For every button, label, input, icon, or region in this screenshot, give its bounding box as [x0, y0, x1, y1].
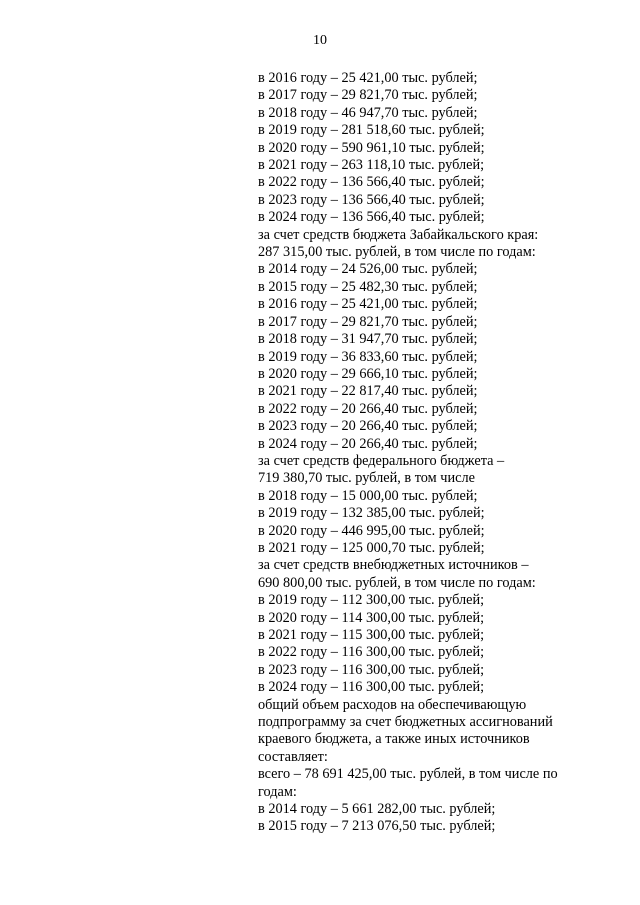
text-line: в 2024 году – 116 300,00 тыс. рублей; — [258, 679, 485, 696]
text-line: краевого бюджета, а также иных источников — [258, 731, 530, 748]
text-line: за счет средств федерального бюджета – — [258, 452, 505, 469]
text-line: в 2024 году – 20 266,40 тыс. рублей; — [258, 435, 478, 452]
text-line: в 2017 году – 29 821,70 тыс. рублей; — [258, 313, 478, 330]
text-line: в 2019 году – 36 833,60 тыс. рублей; — [258, 348, 478, 365]
text-line: в 2022 году – 116 300,00 тыс. рублей; — [258, 644, 485, 661]
text-line: в 2016 году – 25 421,00 тыс. рублей; — [258, 296, 478, 313]
text-line: в 2014 году – 24 526,00 тыс. рублей; — [258, 261, 478, 278]
text-line: в 2017 году – 29 821,70 тыс. рублей; — [258, 87, 478, 104]
text-line: в 2014 году – 5 661 282,00 тыс. рублей; — [258, 801, 496, 818]
text-line: в 2021 году – 263 118,10 тыс. рублей; — [258, 157, 485, 174]
text-line: в 2021 году – 115 300,00 тыс. рублей; — [258, 627, 485, 643]
text-line: общий объем расходов на обеспечивающую — [258, 696, 527, 713]
text-line: годам: — [258, 783, 297, 800]
text-line: в 2020 году – 114 300,00 тыс. рублей; — [258, 609, 485, 626]
text-line: в 2019 году – 281 518,60 тыс. рублей; — [258, 122, 485, 139]
text-line: в 2015 году – 25 482,30 тыс. рублей; — [258, 278, 478, 295]
text-line: в 2018 году – 46 947,70 тыс. рублей; — [258, 104, 478, 121]
text-line: подпрограмму за счет бюджетных ассигнований — [258, 714, 553, 731]
text-line: за счет средств внебюджетных источников – — [258, 557, 529, 574]
text-line: в 2018 году – 15 000,00 тыс. рублей; — [258, 487, 478, 504]
text-line: в 2020 году – 590 961,10 тыс. рублей; — [258, 139, 485, 156]
page-number: 10 — [313, 33, 327, 48]
text-line: в 2018 году – 31 947,70 тыс. рублей; — [258, 331, 478, 348]
text-line: в 2023 году – 136 566,40 тыс. рублей; — [258, 191, 485, 208]
text-line: в 2022 году – 20 266,40 тыс. рублей; — [258, 400, 478, 417]
text-line: в 2022 году – 136 566,40 тыс. рублей; — [258, 174, 485, 191]
text-line: за счет средств бюджета Забайкальского края: — [258, 226, 539, 243]
text-line: в 2020 году – 446 995,00 тыс. рублей; — [258, 522, 485, 539]
text-line: в 2024 году – 136 566,40 тыс. рублей; — [258, 209, 485, 226]
text-line: в 2023 году – 20 266,40 тыс. рублей; — [258, 418, 478, 435]
text-line: в 2023 году – 116 300,00 тыс. рублей; — [258, 661, 485, 678]
text-line: в 2016 году – 25 421,00 тыс. рублей; — [258, 70, 478, 86]
text-line: в 2015 году – 7 213 076,50 тыс. рублей; — [258, 818, 496, 835]
text-line: в 2021 году – 22 817,40 тыс. рублей; — [258, 383, 478, 400]
text-line: составляет: — [258, 748, 328, 765]
text-line: 690 800,00 тыс. рублей, в том числе по годам: — [258, 574, 536, 591]
text-line: 719 380,70 тыс. рублей, в том числе — [258, 470, 475, 487]
document-body — [258, 70, 588, 836]
text-line: 287 315,00 тыс. рублей, в том числе по годам: — [258, 244, 536, 261]
text-line: в 2019 году – 132 385,00 тыс. рублей; — [258, 505, 485, 522]
text-line: в 2019 году – 112 300,00 тыс. рублей; — [258, 592, 485, 609]
text-line: всего – 78 691 425,00 тыс. рублей, в том числе по — [258, 766, 558, 783]
text-line: в 2020 году – 29 666,10 тыс. рублей; — [258, 365, 478, 382]
text-line: в 2021 году – 125 000,70 тыс. рублей; — [258, 539, 485, 556]
